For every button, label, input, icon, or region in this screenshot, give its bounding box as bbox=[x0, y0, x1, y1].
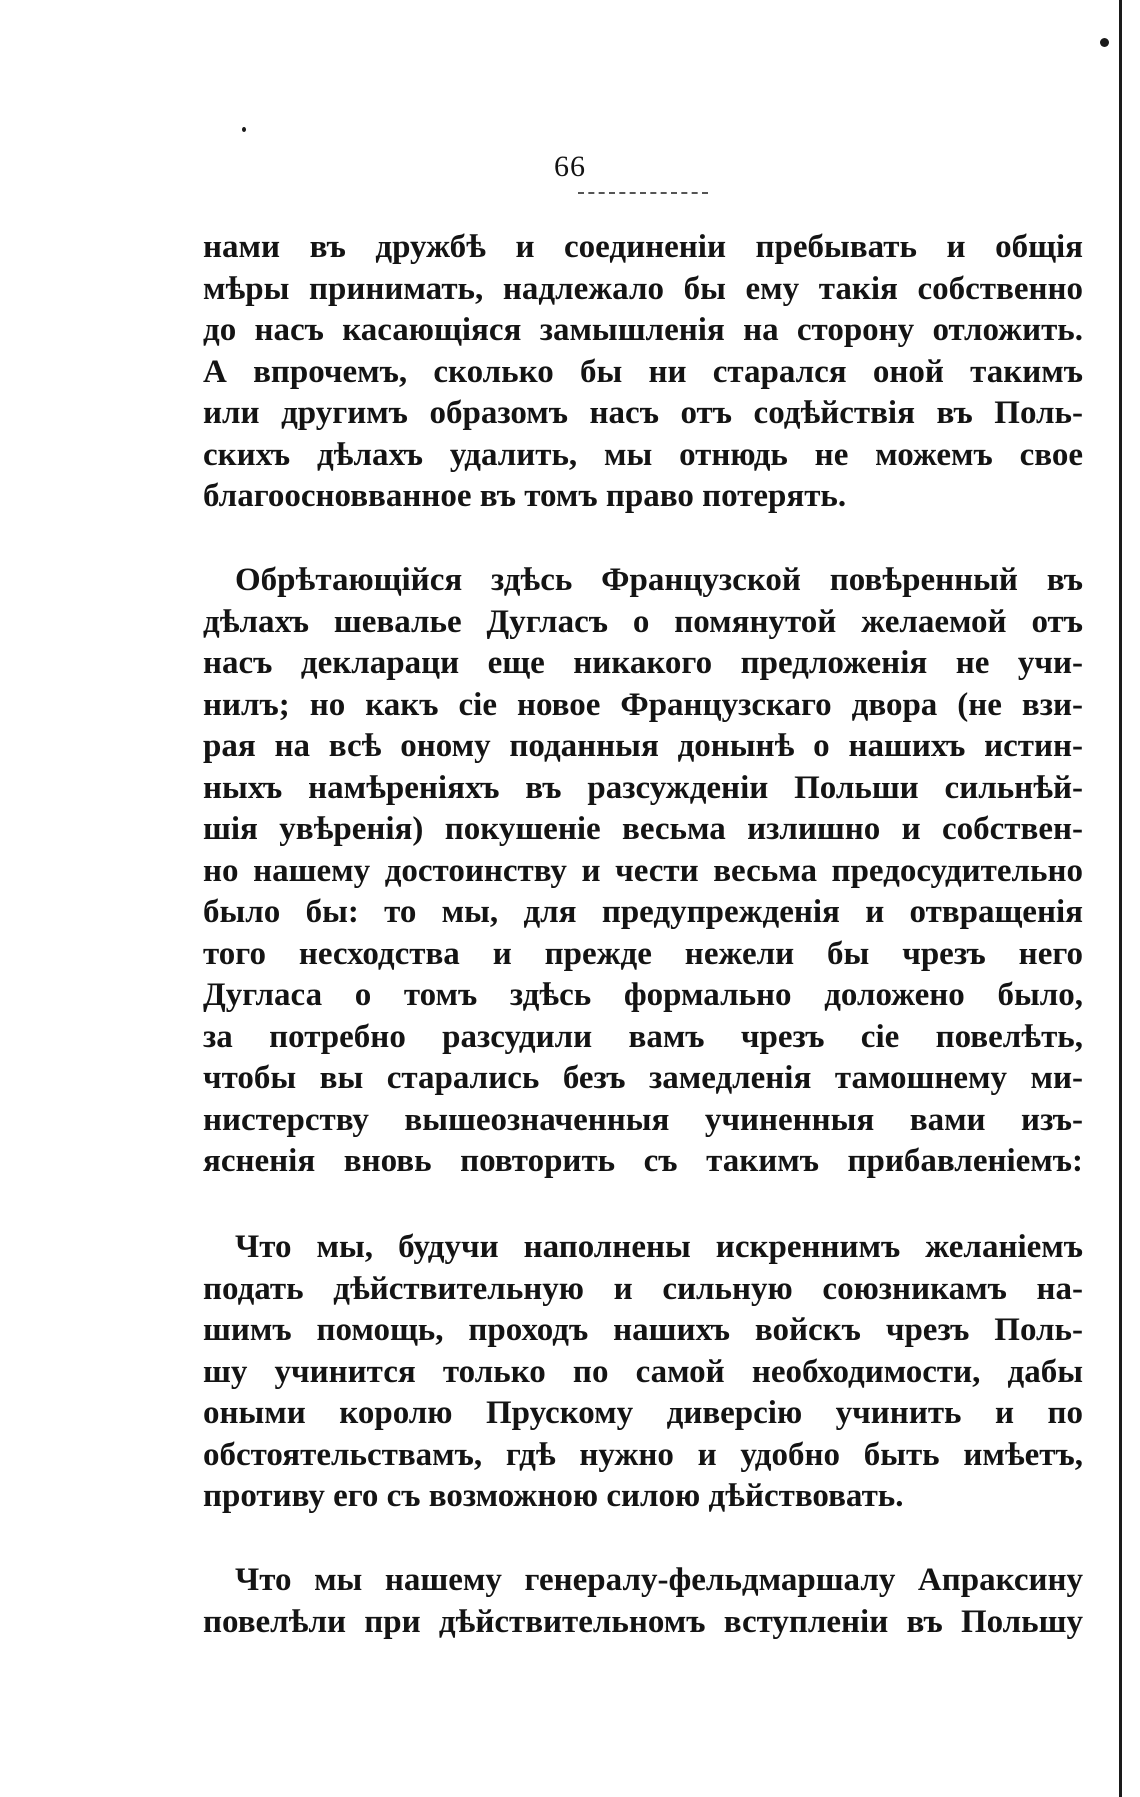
page-edge-rule bbox=[1119, 0, 1122, 1797]
text-line: но нашему достоинству и чести весьма предосудительно bbox=[203, 852, 1083, 889]
text-line: благоосновванное въ томъ право потерять. bbox=[203, 478, 847, 514]
ink-speck bbox=[242, 127, 246, 132]
text-line: мѣры принимать, надлежало бы ему такія собственно bbox=[203, 270, 1083, 307]
text-line: нилъ; но какъ сіе новое Французскаго двора (не взи- bbox=[203, 686, 1083, 723]
text-line: Дугласа о томъ здѣсь формально доложено было, bbox=[203, 977, 1083, 1013]
text-line: противу его съ возможною силою дѣйствовать. bbox=[203, 1478, 904, 1514]
text-line: было бы: то мы, для предупрежденія и отвращенія bbox=[203, 894, 1083, 930]
text-line: нами въ дружбѣ и соединеніи пребывать и общія bbox=[203, 229, 1083, 265]
page-number-rule bbox=[578, 192, 708, 194]
text-line: скихъ дѣлахъ удалить, мы отнюдь не можемъ свое bbox=[203, 436, 1083, 473]
text-line: Что мы нашему генералу-фельдмаршалу Апраксину bbox=[235, 1562, 1083, 1598]
text-line: оными королю Прускому диверсію учинить и по bbox=[203, 1395, 1083, 1431]
text-line: подать дѣйствительную и сильную союзникамъ на- bbox=[203, 1270, 1083, 1307]
text-line: насъ деклараци еще никакого предложенія не учи- bbox=[203, 645, 1083, 681]
text-line: за потребно разсудили вамъ чрезъ сіе повелѣть, bbox=[203, 1018, 1083, 1055]
text-line: дѣлахъ шевалье Дугласъ о помянутой желаемой отъ bbox=[203, 603, 1083, 640]
text-line: шія увѣренія) покушеніе весьма излишно и собствен- bbox=[203, 811, 1083, 847]
text-line: А впрочемъ, сколько бы ни старался оной такимъ bbox=[203, 353, 1083, 390]
text-line: шимъ помощь, проходъ нашихъ войскъ чрезъ Поль- bbox=[203, 1312, 1083, 1348]
text-line: ясненія вновь повторить съ такимъ прибавленіемъ: bbox=[203, 1143, 1083, 1179]
text-line: рая на всѣ оному поданныя донынѣ о нашихъ истин- bbox=[203, 728, 1083, 764]
text-line: повелѣли при дѣйствительномъ вступленіи въ Польшу bbox=[203, 1603, 1083, 1640]
text-line: нистерству вышеозначенныя учиненныя вами изъ- bbox=[203, 1101, 1083, 1138]
text-line: шу учинится только по самой необходимости, дабы bbox=[203, 1353, 1083, 1390]
page-number: 66 bbox=[554, 150, 586, 183]
text-line: того несходства и прежде нежели бы чрезъ него bbox=[203, 935, 1083, 972]
paragraph-2 bbox=[203, 560, 1083, 1183]
text-line: Что мы, будучи наполнены искреннимъ желаніемъ bbox=[235, 1229, 1083, 1265]
text-line: ныхъ намѣреніяхъ въ разсужденіи Польши сильнѣй- bbox=[203, 769, 1083, 806]
text-line: или другимъ образомъ насъ отъ содѣйствія въ Поль- bbox=[203, 395, 1083, 431]
ink-speck bbox=[1100, 38, 1109, 47]
text-line: Обрѣтающійся здѣсь Французской повѣренный въ bbox=[235, 562, 1083, 598]
text-line: чтобы вы старались безъ замедленія тамошнему ми- bbox=[203, 1060, 1083, 1096]
text-line: до насъ касающіяся замышленія на сторону отложить. bbox=[203, 312, 1083, 348]
paragraph-1 bbox=[203, 227, 1083, 518]
paragraph-3 bbox=[203, 1227, 1083, 1518]
paragraph-4 bbox=[203, 1560, 1083, 1643]
text-line: обстоятельствамъ, гдѣ нужно и удобно быть имѣетъ, bbox=[203, 1436, 1083, 1473]
